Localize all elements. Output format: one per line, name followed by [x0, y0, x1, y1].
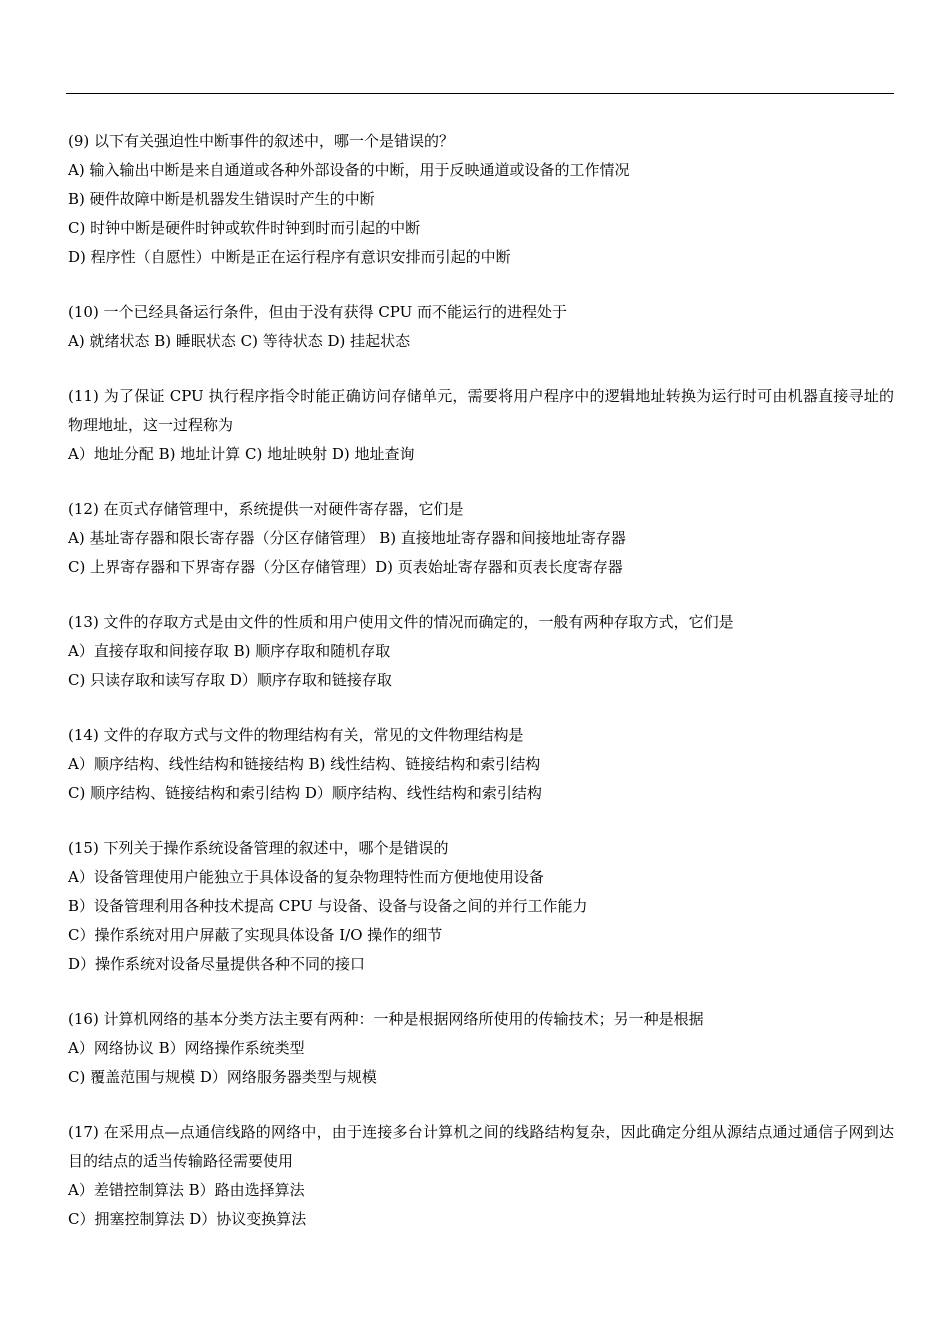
option-a: A) 输入输出中断是来自通道或各种外部设备的中断，用于反映通道或设备的工作情况	[68, 161, 630, 179]
options-line: C) 上界寄存器和下界寄存器（分区存储管理）D) 页表始址寄存器和页表长度寄存器	[68, 558, 623, 576]
question-list	[68, 127, 894, 1260]
options-line: A）地址分配 B) 地址计算 C) 地址映射 D) 地址查询	[68, 445, 415, 463]
options-line: A) 就绪状态 B) 睡眠状态 C) 等待状态 D) 挂起状态	[68, 332, 411, 350]
option-d: D）操作系统对设备尽量提供各种不同的接口	[68, 955, 366, 973]
option-a: A）设备管理使用户能独立于具体设备的复杂物理特性而方便地使用设备	[68, 868, 544, 886]
options-line: C) 覆盖范围与规模 D）网络服务器类型与规模	[68, 1068, 377, 1086]
question-stem: (17) 在采用点—点通信线路的网络中，由于连接多台计算机之间的线路结构复杂，因此确定分组从源结点通过通信子网到达目的结点的适当传输路径需要使用	[68, 1123, 894, 1170]
options-line: A）差错控制算法 B）路由选择算法	[68, 1181, 305, 1199]
question-stem: (11) 为了保证 CPU 执行程序指令时能正确访问存储单元，需要将用户程序中的逻辑地址转换为运行时可由机器直接寻址的物理地址，这一过程称为	[68, 387, 894, 434]
option-b: B）设备管理利用各种技术提高 CPU 与设备、设备与设备之间的并行工作能力	[68, 897, 588, 915]
options-line: A) 基址寄存器和限长寄存器（分区存储管理） B) 直接地址寄存器和间接地址寄存器	[68, 529, 626, 547]
option-d: D) 程序性（自愿性）中断是正在运行程序有意识安排而引起的中断	[68, 248, 511, 266]
question-14	[68, 721, 894, 808]
question-17	[68, 1118, 894, 1234]
option-c: C）操作系统对用户屏蔽了实现具体设备 I/O 操作的细节	[68, 926, 443, 944]
question-15	[68, 834, 894, 979]
question-16	[68, 1005, 894, 1092]
options-line: A）网络协议 B）网络操作系统类型	[68, 1039, 305, 1057]
question-stem: (10) 一个已经具备运行条件，但由于没有获得 CPU 而不能运行的进程处于	[68, 303, 568, 321]
question-10	[68, 298, 894, 356]
question-stem: (16) 计算机网络的基本分类方法主要有两种：一种是根据网络所使用的传输技术；另一种是根据	[68, 1010, 704, 1028]
question-9	[68, 127, 894, 272]
options-line: A）顺序结构、线性结构和链接结构 B) 线性结构、链接结构和索引结构	[68, 755, 541, 773]
question-stem: (13) 文件的存取方式是由文件的性质和用户使用文件的情况而确定的，一般有两种存取方式，它们是	[68, 613, 734, 631]
header-rule	[66, 93, 894, 94]
options-line: C) 只读存取和读写存取 D）顺序存取和链接存取	[68, 671, 392, 689]
question-13	[68, 608, 894, 695]
options-line: A）直接存取和间接存取 B) 顺序存取和随机存取	[68, 642, 391, 660]
option-c: C) 时钟中断是硬件时钟或软件时钟到时而引起的中断	[68, 219, 421, 237]
question-stem: (9) 以下有关强迫性中断事件的叙述中，哪一个是错误的？	[68, 132, 455, 150]
question-12	[68, 495, 894, 582]
options-line: C) 顺序结构、链接结构和索引结构 D）顺序结构、线性结构和索引结构	[68, 784, 542, 802]
question-stem: (15) 下列关于操作系统设备管理的叙述中，哪个是错误的	[68, 839, 449, 857]
question-stem: (14) 文件的存取方式与文件的物理结构有关，常见的文件物理结构是	[68, 726, 524, 744]
option-b: B) 硬件故障中断是机器发生错误时产生的中断	[68, 190, 375, 208]
options-line: C）拥塞控制算法 D）协议变换算法	[68, 1210, 307, 1228]
question-stem: (12) 在页式存储管理中，系统提供一对硬件寄存器，它们是	[68, 500, 464, 518]
question-11	[68, 382, 894, 469]
